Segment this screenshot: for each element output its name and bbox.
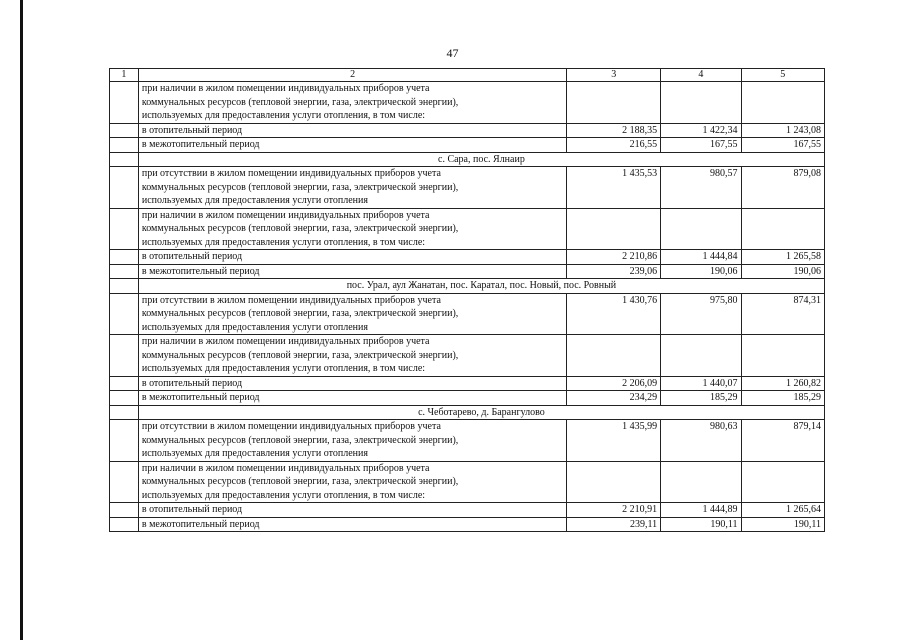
- description-cell: [138, 82, 567, 124]
- value-col-4: 980,57: [661, 167, 741, 209]
- col-1-cell: [110, 82, 139, 124]
- col-1-cell: [110, 208, 139, 250]
- section-title-row: [110, 405, 825, 420]
- unmetered-row: [110, 420, 825, 462]
- description-line: используемых для предоставления услуги отопления, в том числе:: [141, 110, 426, 121]
- description-line: коммунальных ресурсов (тепловой энергии, газа, электрической энергии),: [141, 476, 459, 487]
- value-col-4: 1 422,34: [661, 123, 741, 138]
- value-col-3: [567, 208, 661, 250]
- description-line: используемых для предоставления услуги отопления: [141, 448, 368, 459]
- description-line: используемых для предоставления услуги отопления, в том числе:: [141, 363, 426, 374]
- description-line: используемых для предоставления услуги отопления: [141, 321, 368, 333]
- period-label: в межотопительный период: [138, 391, 567, 406]
- description-line: при отсутствии в жилом помещении индивидуальных приборов учета: [141, 421, 441, 432]
- value-col-4: 167,55: [661, 138, 741, 153]
- value-col-5: 1 243,08: [741, 123, 824, 138]
- value-col-3: 1 435,53: [567, 167, 661, 209]
- metered-row: [110, 461, 825, 503]
- unmetered-row: [110, 167, 825, 209]
- value-col-5: 190,06: [741, 264, 824, 279]
- value-col-4: [661, 208, 741, 250]
- value-col-4: [661, 461, 741, 503]
- description-line: коммунальных ресурсов (тепловой энергии, газа, электрической энергии),: [141, 223, 459, 234]
- heating-period-row: [110, 503, 825, 518]
- tariff-table: [109, 68, 825, 532]
- interheating-period-row: [110, 517, 825, 532]
- section-title-row: [110, 152, 825, 167]
- description-line: при отсутствии в жилом помещении индивидуальных приборов учета: [141, 168, 441, 179]
- value-col-5: 874,31: [741, 293, 824, 335]
- value-col-3: 234,29: [567, 391, 661, 406]
- value-col-4: 975,80: [661, 293, 741, 335]
- value-col-3: [567, 82, 661, 124]
- description-cell: [138, 293, 567, 335]
- col-1-cell: [110, 391, 139, 406]
- period-label: в отопительный период: [138, 376, 567, 391]
- value-col-5: 190,11: [741, 517, 824, 532]
- description-line: коммунальных ресурсов (тепловой энергии, газа, электрической энергии),: [141, 181, 459, 193]
- value-col-4: 190,11: [661, 517, 741, 532]
- description-line: коммунальных ресурсов (тепловой энергии, газа, электрической энергии),: [141, 96, 459, 108]
- metered-row: [110, 82, 825, 124]
- description-cell: [138, 208, 567, 250]
- description-line: при наличии в жилом помещении индивидуальных приборов учета: [141, 336, 430, 347]
- col-1-cell: [110, 420, 139, 462]
- metered-row: [110, 208, 825, 250]
- section-title-row: [110, 279, 825, 294]
- value-col-4: 1 440,07: [661, 376, 741, 391]
- value-col-3: 239,11: [567, 517, 661, 532]
- period-label: в отопительный период: [138, 123, 567, 138]
- description-line: при наличии в жилом помещении индивидуальных приборов учета: [141, 83, 430, 94]
- col-1-cell: [110, 335, 139, 377]
- heating-period-row: [110, 123, 825, 138]
- section-title: пос. Урал, аул Жанатан, пос. Каратал, пос. Новый, пос. Ровный: [138, 279, 824, 294]
- header-col-4: 4: [661, 69, 741, 82]
- description-line: используемых для предоставления услуги отопления, в том числе:: [141, 236, 426, 248]
- description-line: при наличии в жилом помещении индивидуальных приборов учета: [141, 462, 430, 474]
- section-title: с. Чеботарево, д. Барангулово: [138, 405, 824, 420]
- description-cell: [138, 420, 567, 462]
- value-col-3: 239,06: [567, 264, 661, 279]
- value-col-5: [741, 335, 824, 377]
- page-number: 47: [446, 46, 459, 60]
- description-line: при наличии в жилом помещении индивидуальных приборов учета: [141, 209, 430, 221]
- value-col-4: 980,63: [661, 420, 741, 462]
- value-col-5: 185,29: [741, 391, 824, 406]
- description-line: используемых для предоставления услуги отопления, в том числе:: [141, 489, 426, 501]
- value-col-3: 1 430,76: [567, 293, 661, 335]
- heating-period-row: [110, 250, 825, 265]
- value-col-5: [741, 461, 824, 503]
- section-title: с. Сара, пос. Ялнаир: [138, 152, 824, 167]
- description-line: коммунальных ресурсов (тепловой энергии, газа, электрической энергии),: [141, 349, 459, 361]
- value-col-4: [661, 335, 741, 377]
- scan-edge-line: [20, 0, 23, 640]
- period-label: в отопительный период: [138, 250, 567, 265]
- col-1-cell: [110, 167, 139, 209]
- interheating-period-row: [110, 138, 825, 153]
- period-label: в отопительный период: [138, 503, 567, 518]
- col-1-cell: [110, 264, 139, 279]
- value-col-3: 2 210,86: [567, 250, 661, 265]
- description-cell: [138, 335, 567, 377]
- col-1-cell: [110, 461, 139, 503]
- value-col-4: 185,29: [661, 391, 741, 406]
- value-col-4: 1 444,89: [661, 503, 741, 518]
- table-header-row: [110, 69, 825, 82]
- col-1-cell: [110, 293, 139, 335]
- value-col-5: 1 265,64: [741, 503, 824, 518]
- value-col-4: [661, 82, 741, 124]
- description-line: коммунальных ресурсов (тепловой энергии, газа, электрической энергии),: [141, 434, 459, 446]
- value-col-5: [741, 82, 824, 124]
- col-1-cell: [110, 138, 139, 153]
- value-col-3: [567, 335, 661, 377]
- header-col-3: 3: [567, 69, 661, 82]
- value-col-5: 879,08: [741, 167, 824, 209]
- value-col-5: 167,55: [741, 138, 824, 153]
- period-label: в межотопительный период: [138, 264, 567, 279]
- col-1-cell: [110, 503, 139, 518]
- col-1-cell: [110, 152, 139, 167]
- value-col-3: 2 188,35: [567, 123, 661, 138]
- value-col-5: 1 260,82: [741, 376, 824, 391]
- col-1-cell: [110, 250, 139, 265]
- description-cell: [138, 461, 567, 503]
- header-col-1: 1: [110, 69, 139, 82]
- header-col-5: 5: [741, 69, 824, 82]
- header-col-2: 2: [138, 69, 567, 82]
- value-col-4: 1 444,84: [661, 250, 741, 265]
- value-col-4: 190,06: [661, 264, 741, 279]
- value-col-5: 879,14: [741, 420, 824, 462]
- value-col-3: 2 210,91: [567, 503, 661, 518]
- description-cell: [138, 167, 567, 209]
- value-col-5: 1 265,58: [741, 250, 824, 265]
- interheating-period-row: [110, 391, 825, 406]
- value-col-3: [567, 461, 661, 503]
- col-1-cell: [110, 123, 139, 138]
- heating-period-row: [110, 376, 825, 391]
- col-1-cell: [110, 405, 139, 420]
- interheating-period-row: [110, 264, 825, 279]
- period-label: в межотопительный период: [138, 517, 567, 532]
- description-line: при отсутствии в жилом помещении индивидуальных приборов учета: [141, 294, 441, 306]
- col-1-cell: [110, 517, 139, 532]
- value-col-3: 216,55: [567, 138, 661, 153]
- description-line: коммунальных ресурсов (тепловой энергии, газа, электрической энергии),: [141, 308, 459, 319]
- period-label: в межотопительный период: [138, 138, 567, 153]
- col-1-cell: [110, 376, 139, 391]
- col-1-cell: [110, 279, 139, 294]
- value-col-3: 1 435,99: [567, 420, 661, 462]
- metered-row: [110, 335, 825, 377]
- value-col-5: [741, 208, 824, 250]
- description-line: используемых для предоставления услуги отопления: [141, 195, 368, 206]
- unmetered-row: [110, 293, 825, 335]
- value-col-3: 2 206,09: [567, 376, 661, 391]
